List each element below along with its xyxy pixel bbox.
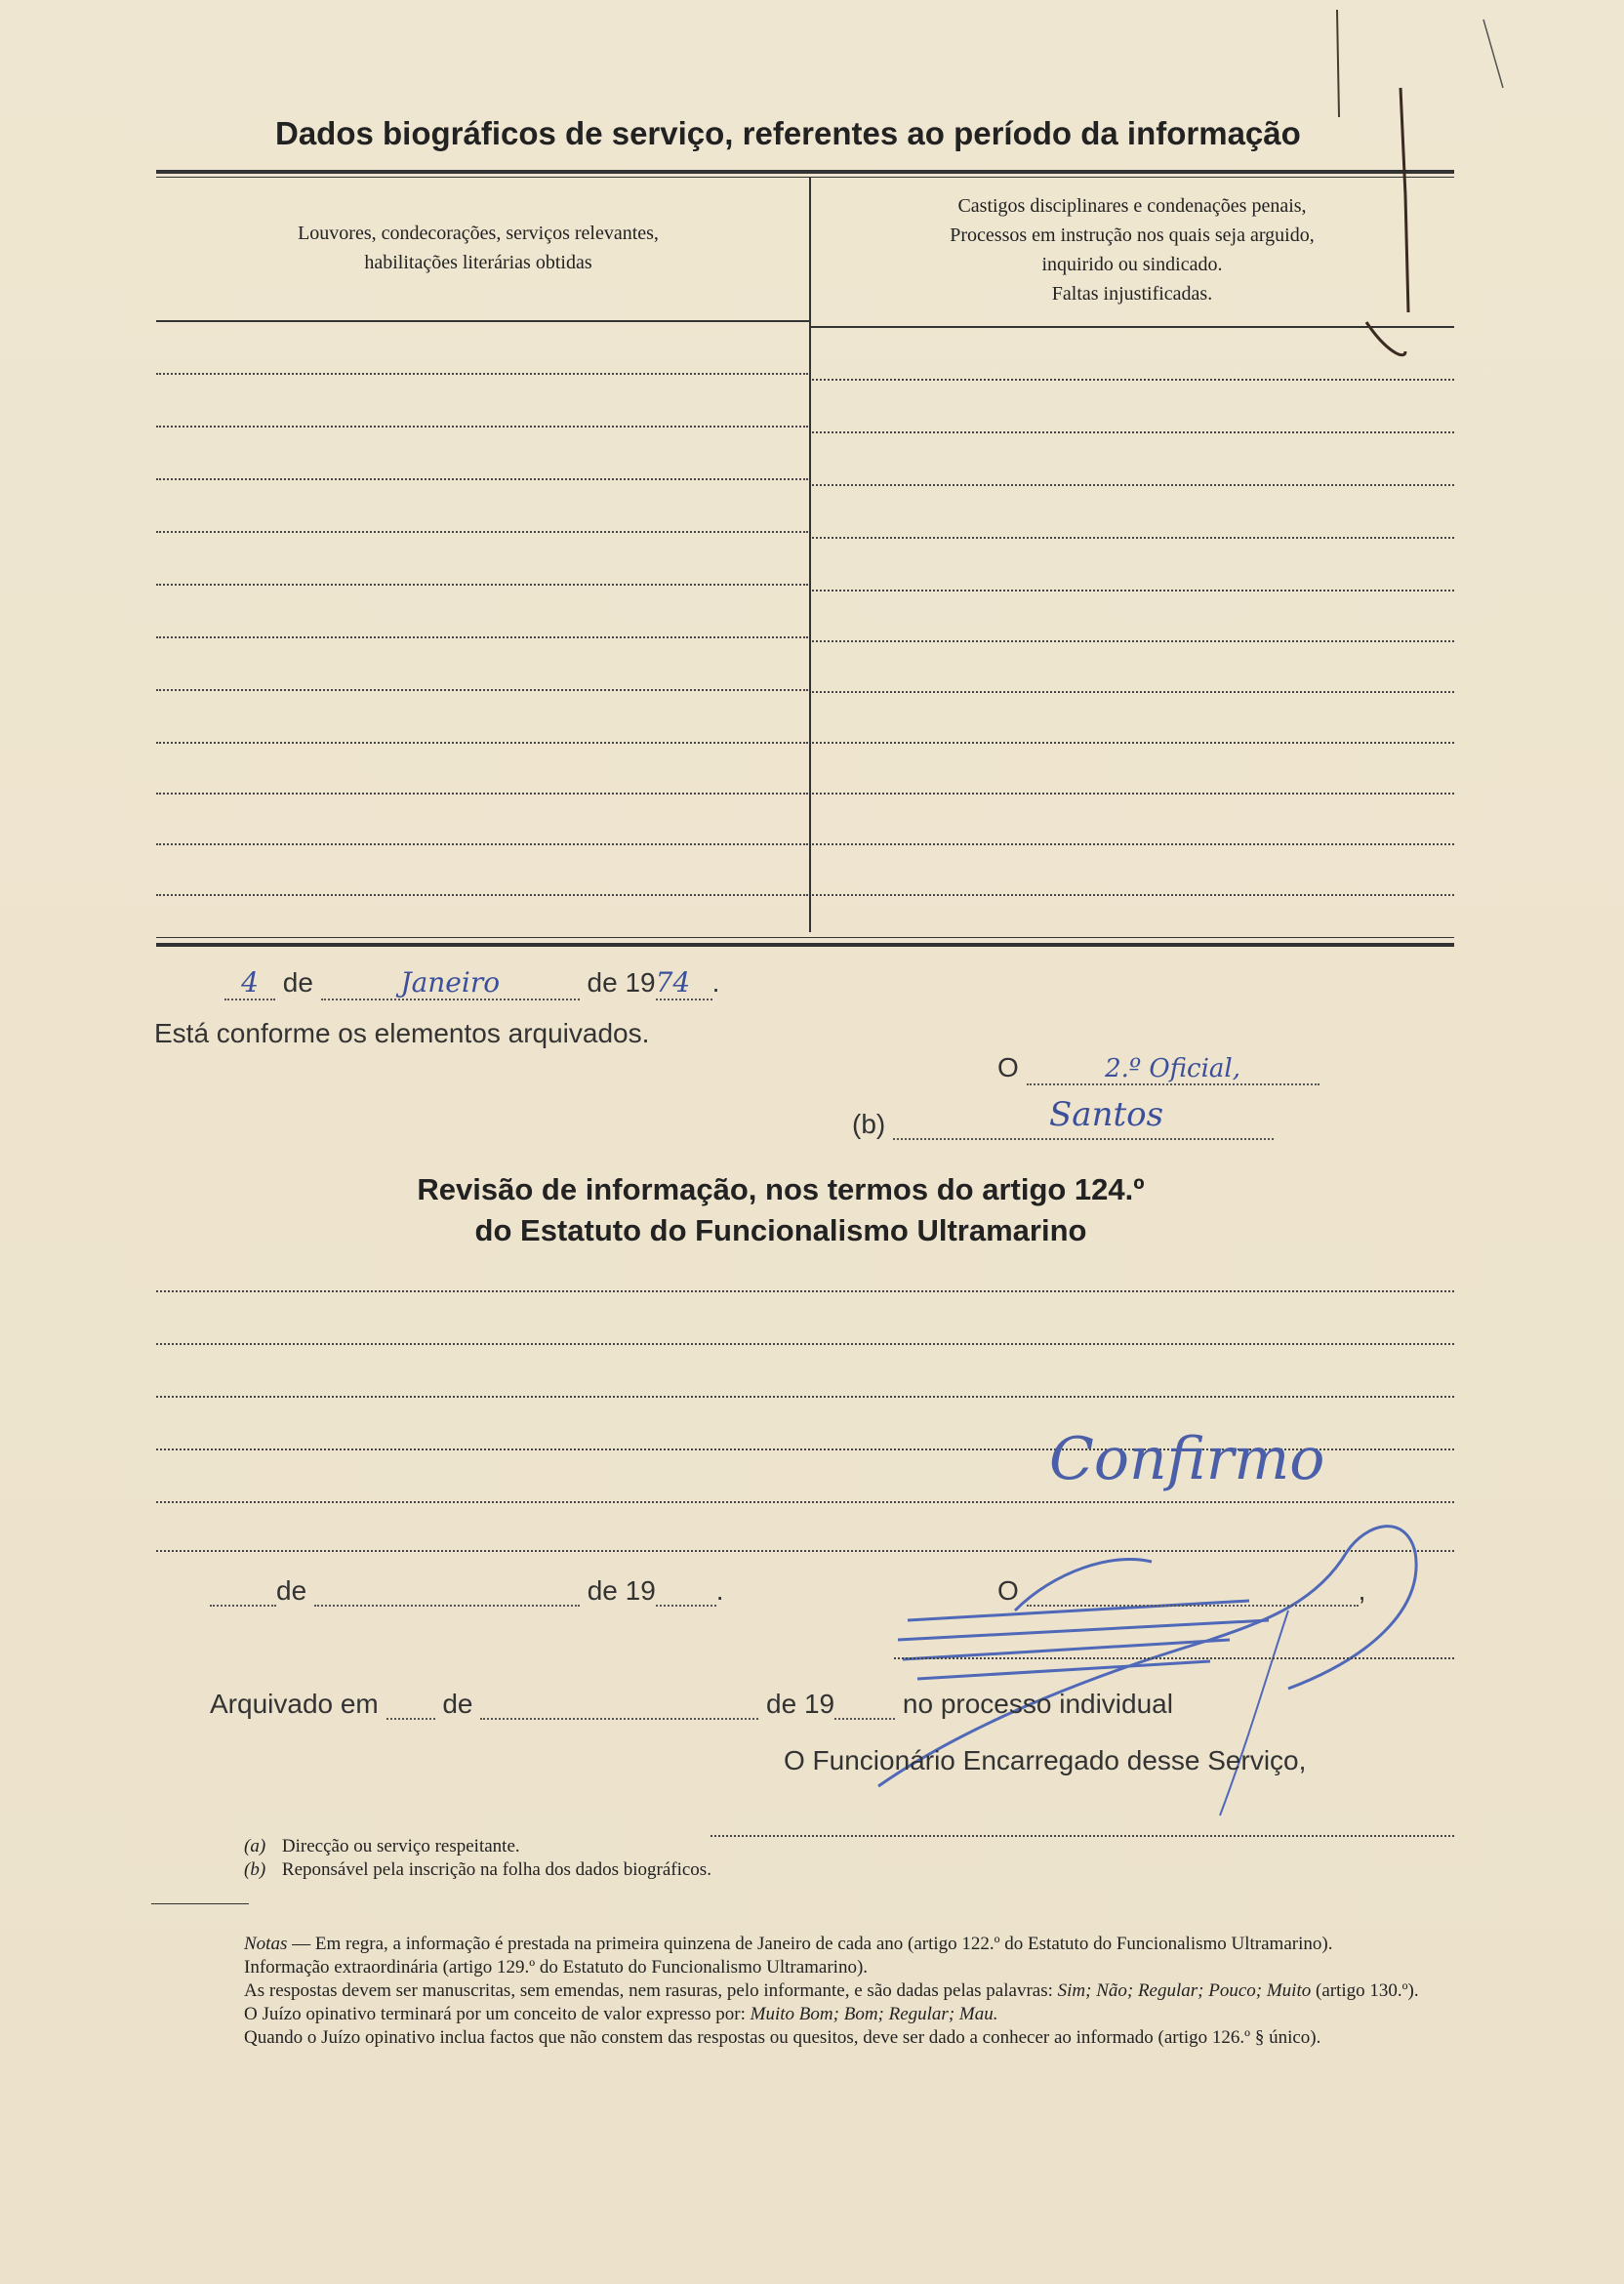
- de-label: de: [442, 1689, 473, 1719]
- entry-line[interactable]: [156, 894, 808, 896]
- notes-separator: [151, 1903, 249, 1904]
- footnote-b: [244, 1858, 711, 1882]
- entry-line[interactable]: [812, 793, 1454, 795]
- footnote-a-mark: (a): [244, 1836, 266, 1856]
- signature-line[interactable]: [894, 1657, 1454, 1659]
- entry-line[interactable]: [156, 426, 808, 428]
- date-line: [224, 966, 719, 1000]
- note-4: [151, 2003, 1454, 2026]
- day-value[interactable]: 4: [224, 966, 275, 1000]
- note-2: Informação extraordinária (artigo 129.º do Estatuto do Funcionalismo Ultramarino).: [244, 1957, 869, 1978]
- pencil-marks: [1308, 0, 1601, 371]
- note-3-words: Sim; Não; Regular; Pouco; Muito: [1057, 1980, 1312, 2001]
- entry-line[interactable]: [156, 689, 808, 691]
- left-column-header: [215, 219, 742, 277]
- note-5: Quando o Juízo opinativo inclua factos que não constem das respostas ou quesitos, deve ser dado a conhecer ao informado (artigo 126.º § único).: [244, 2027, 1321, 2048]
- entry-line[interactable]: [812, 742, 1454, 744]
- left-header-line: habilitações literárias obtidas: [364, 252, 592, 273]
- left-header-rule: [156, 320, 810, 322]
- entry-line[interactable]: [156, 478, 808, 480]
- entry-line[interactable]: [812, 640, 1454, 642]
- bottom-day-field[interactable]: [210, 1579, 276, 1607]
- signature-b: Santos: [1049, 1095, 1164, 1134]
- year-value[interactable]: 74: [656, 966, 712, 1000]
- revision-heading-line2: do Estatuto do Funcionalismo Ultramarino: [474, 1213, 1087, 1247]
- o-label: O: [997, 1052, 1019, 1082]
- table-bottom-rule: [156, 943, 1454, 947]
- arquivado-year-field[interactable]: [834, 1693, 895, 1720]
- title-rule-thin: [156, 177, 1454, 178]
- official-title-handwritten[interactable]: 2.º Oficial,: [1027, 1054, 1320, 1085]
- revision-line[interactable]: [156, 1343, 1454, 1345]
- revision-heading-line1: Revisão de informação, nos termos do artigo 124.º: [417, 1172, 1145, 1206]
- footnote-a: [244, 1835, 520, 1858]
- signature-b-line: [852, 1095, 1274, 1140]
- bottom-date-line: [210, 1575, 724, 1607]
- entry-line[interactable]: [156, 843, 808, 845]
- de-label: de: [587, 967, 618, 998]
- entry-line[interactable]: [812, 590, 1454, 591]
- entry-line[interactable]: [156, 373, 808, 375]
- entry-line[interactable]: [812, 843, 1454, 845]
- bottom-month-field[interactable]: [314, 1579, 580, 1607]
- entry-line[interactable]: [156, 742, 808, 744]
- note-1-text: — Em regra, a informação é prestada na primeira quinzena de Janeiro de cada ano (artigo 122.º do Estatuto do Funcionalismo Ultramarino).: [287, 1934, 1333, 1954]
- entry-line[interactable]: [812, 691, 1454, 693]
- arquivado-label: Arquivado em: [210, 1689, 379, 1719]
- note-3-ref: (artigo 130.º).: [1311, 1980, 1419, 2001]
- processo-label: no processo individual: [902, 1689, 1173, 1719]
- entry-line[interactable]: [156, 584, 808, 586]
- column-divider: [809, 178, 811, 932]
- note-4-text: O Juízo opinativo terminará por um conceito de valor expresso por:: [244, 2004, 751, 2024]
- de19-label: de 19: [766, 1689, 835, 1719]
- confirmo-handwritten: Confirmo: [1049, 1425, 1325, 1493]
- entry-line[interactable]: [812, 484, 1454, 486]
- period: .: [715, 1575, 724, 1606]
- b-label: (b): [852, 1109, 886, 1139]
- entry-line[interactable]: [812, 537, 1454, 539]
- conforme-text: Está conforme os elementos arquivados.: [154, 1018, 650, 1048]
- footnote-b-text: Reponsável pela inscrição na folha dos dados biográficos.: [281, 1859, 711, 1880]
- note-3: [151, 1979, 1454, 2003]
- entry-line[interactable]: [156, 636, 808, 638]
- bottom-o-line: [997, 1575, 1365, 1607]
- de-label: de: [276, 1575, 307, 1606]
- signature-line[interactable]: [710, 1835, 1454, 1837]
- table-bottom-rule-thin: [156, 937, 1454, 938]
- title-rule: [156, 170, 1454, 174]
- arquivado-line: [210, 1689, 1173, 1720]
- official-line: [997, 1052, 1320, 1085]
- entry-line[interactable]: [812, 894, 1454, 896]
- bottom-year-field[interactable]: [656, 1579, 716, 1607]
- section-title: Dados biográficos de serviço, referentes ao período da informação: [275, 115, 1301, 151]
- footnote-b-mark: (b): [244, 1859, 266, 1880]
- de-label: de: [282, 967, 313, 998]
- revision-heading: [342, 1169, 1220, 1251]
- signature-scribble: [859, 1493, 1522, 1845]
- note-3-text: As respostas devem ser manuscritas, sem emendas, nem rasuras, pelo informante, e são dadas pelas palavras:: [244, 1980, 1058, 2001]
- entry-line[interactable]: [812, 379, 1454, 381]
- entry-line[interactable]: [156, 531, 808, 533]
- note-1: [151, 1933, 1454, 1956]
- left-header-line: Louvores, condecorações, serviços relevantes,: [298, 223, 659, 244]
- signature-b-field[interactable]: [893, 1095, 1274, 1140]
- right-header-line: Faltas injustificadas.: [1051, 283, 1213, 305]
- right-header-line: inquirido ou sindicado.: [1041, 254, 1223, 275]
- notes-block: [151, 1933, 1454, 2050]
- o-label: O: [997, 1575, 1019, 1606]
- month-value[interactable]: Janeiro: [321, 966, 580, 1000]
- revision-line[interactable]: [156, 1396, 1454, 1398]
- arquivado-day-field[interactable]: [386, 1693, 435, 1720]
- note-4-words: Muito Bom; Bom; Regular; Mau.: [750, 2004, 998, 2024]
- entry-line[interactable]: [812, 431, 1454, 433]
- right-header-line: Castigos disciplinares e condenações penais,: [957, 195, 1307, 217]
- funcionario-label: O Funcionário Encarregado desse Serviço,: [784, 1745, 1307, 1775]
- period: .: [711, 967, 720, 998]
- entry-line[interactable]: [156, 793, 808, 795]
- revision-line[interactable]: [156, 1290, 1454, 1292]
- arquivado-month-field[interactable]: [480, 1693, 758, 1720]
- right-header-line: Processos em instrução nos quais seja arguido,: [950, 224, 1315, 246]
- comma: ,: [1358, 1575, 1366, 1606]
- de19-label: de 19: [587, 1575, 656, 1606]
- bottom-o-field[interactable]: [1027, 1579, 1359, 1607]
- year-prefix: 19: [625, 967, 656, 998]
- notes-label: Notas: [244, 1934, 288, 1954]
- footnote-a-text: Direcção ou serviço respeitante.: [281, 1836, 520, 1856]
